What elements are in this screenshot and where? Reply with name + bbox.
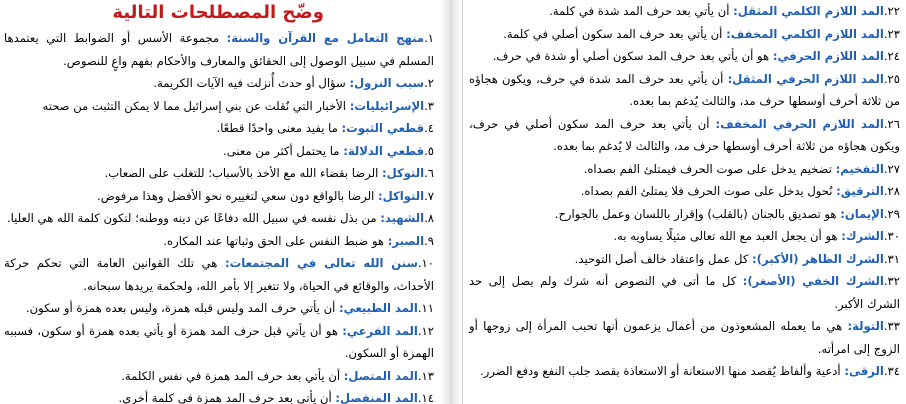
entry-definition: هو أن يأتي قبل حرف المد همزة أو يأتي بعده همزة أو سكون، فسببه الهمزة أو السكون. — [4, 323, 434, 360]
entry-number: ٢٣. — [883, 26, 900, 41]
entry-definition: أن يأتي بعد حرف المد سكون أصلي في حرف، ويكون هجاؤه من ثلاثة أحرف أوسطها حرف مد، والثالث لا يُدغم بما بعده. — [469, 116, 900, 153]
entry-term: الإيمان: — [840, 206, 884, 221]
entry-number: ٢٥. — [883, 71, 900, 86]
entry-number: ٣. — [424, 98, 434, 113]
entry-term: المد اللازم الكلمي المخفف: — [726, 26, 884, 41]
entry-number: ٤. — [424, 121, 434, 135]
page-title: وضّح المصطلحات التالية — [112, 2, 324, 23]
entry-number: ٣٣. — [883, 319, 900, 333]
entry-number: ٩. — [424, 233, 434, 248]
entry-term: سبب النزول: — [349, 76, 425, 90]
term-entry — [469, 113, 900, 158]
term-entry — [469, 360, 900, 383]
right-page — [462, 0, 906, 404]
entry-number: ٢٨. — [883, 184, 900, 198]
entry-term: المد الطبيعي: — [339, 301, 418, 315]
entry-definition: أن يأتي بعد حرف المد شدة في كلمة. — [549, 4, 734, 18]
term-entry — [469, 158, 900, 181]
term-entry — [469, 45, 900, 68]
term-entry — [4, 185, 434, 208]
right-entries-list — [469, 0, 900, 383]
term-entry — [4, 252, 434, 297]
entry-definition: أدعية وألفاظ يُقصد منها الاستعانة أو الاستعاذة بقصد جلب النفع ودفع الضرر. — [480, 364, 845, 378]
entry-number: ١٤. — [417, 391, 434, 404]
entry-number: ٥. — [424, 143, 434, 158]
entry-definition: تضخيم يدخل على صوت الحرف فيمتلئ الفم بصداه. — [583, 161, 836, 176]
entry-term: قطعي الدلالة: — [343, 143, 425, 158]
entry-term: الترقيق: — [836, 184, 884, 198]
entry-definition: أن يأتي بعد حرف المد همزة في نفس الكلمة. — [121, 368, 344, 383]
term-entry — [469, 68, 900, 113]
entry-number: ١. — [424, 31, 434, 45]
entry-definition: هو ضبط النفس على الحق وثباتها عند المكاره. — [163, 233, 388, 248]
left-entries-list — [4, 27, 434, 404]
term-entry — [469, 315, 900, 360]
entry-number: ٢٦. — [883, 116, 900, 131]
entry-definition: هي تلك القوانين العامة التي تحكم حركة الأحداث، والوقائع في الحياة، ولا تتغير إلا بأمر الله، ولحكمة يريدها سبحانه. — [4, 256, 434, 293]
term-entry — [4, 207, 434, 230]
entry-definition: الرضا بالواقع دون سعي لتغييره نحو الأفضل وهذا مرفوض. — [97, 188, 379, 203]
entry-definition: أن يأتي بعد حرف المد سكون أصلي في كلمة. — [503, 26, 727, 41]
term-entry — [4, 140, 434, 163]
left-page — [0, 0, 440, 404]
entry-term: المد اللازم الحرفي المخفف: — [715, 116, 884, 131]
term-entry — [4, 27, 434, 72]
entry-term: المد اللازم الحرفي: — [772, 49, 884, 63]
entry-number: ٢٢. — [883, 4, 900, 18]
term-entry — [469, 248, 900, 271]
term-entry — [469, 0, 900, 23]
entry-number: ٣٢. — [883, 274, 900, 288]
entry-term: المد اللازم الكلمي المثقل: — [733, 4, 884, 18]
entry-number: ٣٠. — [883, 229, 900, 243]
entry-number: ٣٤. — [883, 364, 900, 378]
entry-definition: هو أن يجعل العبد مع الله تعالى مثيلًا يساويه به. — [613, 229, 842, 243]
entry-term: المد الفرعي: — [342, 323, 418, 338]
entry-number: ٢٧. — [883, 161, 900, 176]
entry-definition: هو تصديق بالجنان (بالقلب) وإقرار باللسان وعمل بالجوارح. — [554, 206, 841, 221]
term-entry — [469, 23, 900, 46]
entry-number: ١١. — [417, 301, 434, 315]
entry-number: ١٠. — [417, 256, 435, 270]
entry-definition: مجموعة الأسس أو الضوابط التي يعتمدها المسلم في سبيل الوصول إلى الحقائق والمعارف والأحكام بفهم واعٍ للنصوص. — [4, 31, 434, 68]
term-entry — [4, 320, 434, 365]
term-entry — [469, 270, 900, 315]
entry-number: ١٢. — [417, 323, 434, 338]
entry-definition: هو أن يأتي بعد حرف المد سكون أصلي أو شدة في حرف. — [492, 49, 773, 63]
entry-definition: من بذل نفسه في سبيل الله دفاعًا عن دينه ووطنه؛ لتكون كلمة الله هي العليا. — [6, 211, 381, 225]
book-gutter — [440, 0, 462, 404]
entry-number: ٢٩. — [883, 206, 900, 221]
term-entry — [469, 180, 900, 203]
entry-term: الشرك الظاهر (الأكبر): — [752, 251, 884, 266]
entry-definition: ما يحتمل أكثر من معنى. — [223, 143, 344, 158]
entry-number: ٢٤. — [883, 49, 900, 63]
entry-term: الرقى: — [844, 364, 884, 378]
term-entry — [4, 365, 434, 388]
entry-term: التفخيم: — [835, 161, 884, 176]
entry-term: الإسرائيليات: — [349, 98, 425, 113]
entry-number: ١٣. — [417, 368, 434, 383]
entry-definition: أن يأتي بعد حرف المد همزة في كلمة أخرى. — [118, 391, 336, 404]
entry-definition: الأخبار التي نُقلت عن بني إسرائيل مما لا يمكن التثبت من صحته — [42, 98, 350, 113]
entry-term: التولة: — [847, 319, 884, 333]
entry-number: ٨. — [424, 211, 434, 225]
term-entry — [4, 387, 434, 404]
entry-number: ٣١. — [883, 251, 900, 266]
entry-term: التواكل: — [378, 188, 425, 203]
entry-term: قطعي الثبوت: — [341, 121, 425, 135]
entry-term: سنن الله تعالى في المجتمعات: — [224, 256, 418, 270]
term-entry — [469, 225, 900, 248]
entry-definition: نُحول يدخل على صوت الحرف فلا يمتلئ الفم بصداه. — [580, 184, 837, 198]
entry-definition: كل ما أتى في النصوص أنه شرك ولم يصل إلى حد الشرك الأكبر. — [469, 274, 900, 311]
entry-definition: أن يأتي حرف المد وليس قبله همزة، وليس بعده همزة أو سكون. — [25, 301, 339, 315]
entry-number: ٧. — [424, 188, 434, 203]
term-entry — [469, 203, 900, 226]
entry-term: المد المنفصل: — [335, 391, 418, 404]
term-entry — [4, 117, 434, 140]
entry-term: المد اللازم الحرفي المثقل: — [727, 71, 884, 86]
entry-term: الشرك الخفي (الأصغر): — [742, 274, 884, 288]
entry-definition: ما يفيد معنى واحدًا قطعًا. — [216, 121, 342, 135]
entry-number: ٦. — [424, 166, 434, 180]
entry-term: الصبر: — [387, 233, 425, 248]
entry-number: ٢. — [424, 76, 434, 90]
term-entry — [4, 95, 434, 118]
term-entry — [4, 230, 434, 253]
entry-term: الشرك: — [841, 229, 884, 243]
entry-definition: هي ما يعمله المشعوذون من أعمال يزعمون أنها تحبب المرأة إلى زوجها أو الزوج إلى امرأته. — [469, 319, 900, 356]
term-entry — [4, 72, 434, 95]
entry-term: منهج التعامل مع القرآن والسنة: — [226, 31, 425, 45]
entry-term: المد المتصل: — [343, 368, 418, 383]
entry-definition: الرضا بقضاء الله مع الأخذ بالأسباب؛ للتغلب على الصعاب. — [104, 166, 383, 180]
entry-term: التوكل: — [382, 166, 425, 180]
term-entry — [4, 162, 434, 185]
entry-definition: سؤال أو حدث أُنزلت فيه الآيات الكريمة. — [153, 76, 350, 90]
entry-definition: أن يأتي بعد حرف المد شدة في حرف، ويكون هجاؤه من ثلاثة أحرف أوسطها حرف مد، والثالث يُدغم بما بعده. — [469, 71, 900, 108]
entry-definition: كل عمل واعتقاد خالف أصل التوحيد. — [574, 251, 753, 266]
term-entry — [4, 297, 434, 320]
entry-term: الشهيد: — [380, 211, 425, 225]
